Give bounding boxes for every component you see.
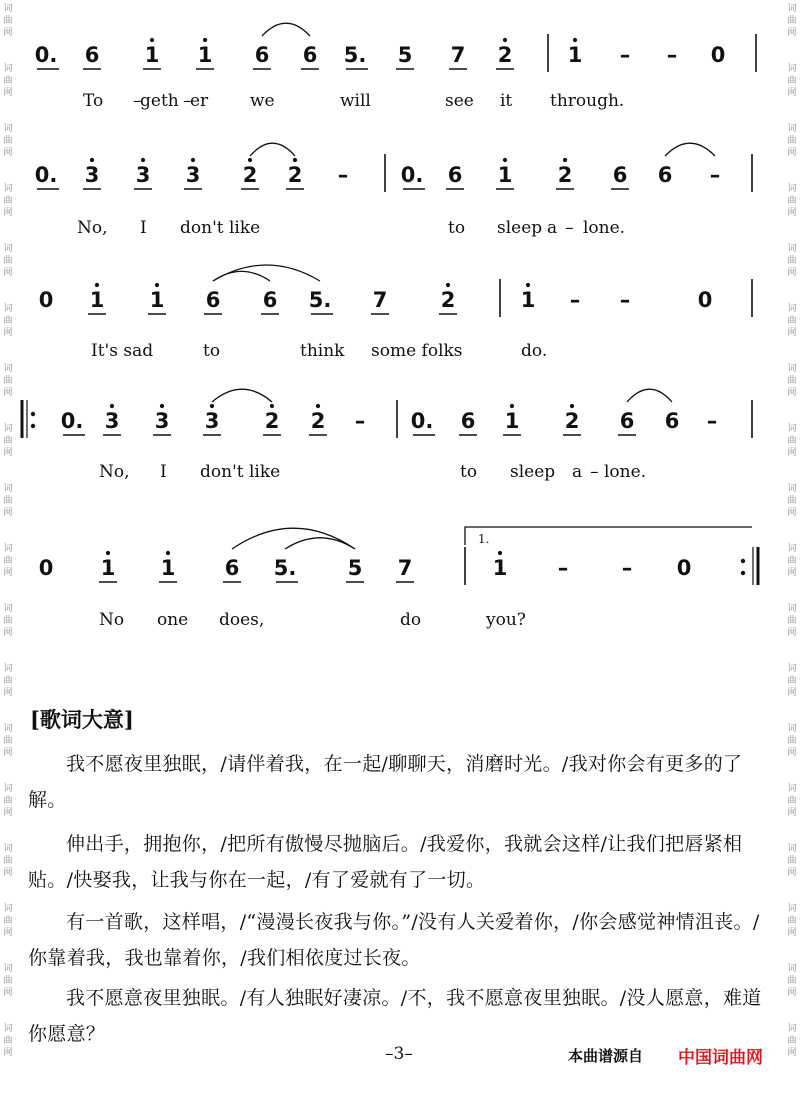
score-note: 0 [38, 556, 54, 580]
repeat-dot [31, 424, 35, 428]
score-note: 1 [149, 288, 165, 312]
repeat-dot [31, 412, 35, 416]
watermark-glyph: 曲 [787, 436, 797, 446]
watermark-glyph: 曲 [787, 976, 797, 986]
watermark-glyph: 网 [3, 568, 13, 578]
octave-dot [526, 283, 530, 287]
score-note: 0 [697, 288, 713, 312]
lyric-word: to [460, 462, 478, 482]
watermark-glyph: 网 [787, 868, 797, 878]
watermark-glyph: 网 [787, 328, 797, 338]
octave-dot [503, 158, 507, 162]
score-note: 0 [676, 556, 692, 580]
watermark-glyph: 词 [3, 4, 13, 14]
lyric-word: don't like [200, 462, 281, 482]
lyric-word: to [448, 218, 466, 238]
watermark-glyph: 词 [3, 964, 13, 974]
watermark-glyph: 网 [787, 808, 797, 818]
watermark-glyph: 曲 [787, 376, 797, 386]
score-note: 0. [400, 163, 424, 187]
watermark-glyph: 网 [3, 328, 13, 338]
score-note: 1 [504, 409, 520, 433]
score-note: 5. [308, 288, 332, 312]
octave-dot [150, 38, 154, 42]
watermark-glyph: 词 [787, 4, 797, 14]
watermark-glyph: 曲 [3, 616, 13, 626]
score-note: 3 [84, 163, 100, 187]
watermark-glyph: 曲 [787, 136, 797, 146]
lyric-word: I [160, 462, 167, 482]
score-note: 6 [224, 556, 240, 580]
octave-dot [293, 158, 297, 162]
watermark-glyph: 曲 [3, 496, 13, 506]
watermark-glyph: 网 [3, 388, 13, 398]
score-note: 1 [497, 163, 513, 187]
watermark-glyph: 网 [787, 388, 797, 398]
watermark-glyph: 曲 [787, 616, 797, 626]
lyric-word: – [565, 218, 574, 238]
octave-dot [316, 404, 320, 408]
octave-dot [110, 404, 114, 408]
watermark-glyph: 词 [3, 844, 13, 854]
score-note: 6 [84, 43, 100, 67]
watermark-glyph: 网 [787, 568, 797, 578]
watermark-glyph: 词 [3, 424, 13, 434]
watermark-glyph: 词 [787, 244, 797, 254]
watermark-glyph: 曲 [3, 436, 13, 446]
lyric-word: it [500, 91, 513, 111]
watermark-glyph: 词 [787, 124, 797, 134]
lyric-word: lone. [583, 218, 626, 238]
score-note: 5 [347, 556, 363, 580]
lyrics-paragraph: 我不愿意夜里独眠。/有人独眠好凄凉。/不，我不愿意夜里独眠。/没人愿意，难道你愿意？ [28, 987, 762, 1045]
watermark-glyph: 网 [3, 868, 13, 878]
score-note: – [706, 409, 718, 433]
score-note: 6 [205, 288, 221, 312]
repeat-sign: :‖ [748, 575, 749, 576]
watermark-glyph: 网 [787, 508, 797, 518]
score-note: 6 [302, 43, 318, 67]
watermark-glyph: 网 [787, 28, 797, 38]
octave-dot [503, 38, 507, 42]
score-note: 2 [287, 163, 303, 187]
score-note: 6 [619, 409, 635, 433]
lyric-word: one [157, 610, 189, 630]
octave-dot [248, 158, 252, 162]
watermark-glyph: 词 [787, 844, 797, 854]
watermark-glyph: 词 [787, 364, 797, 374]
watermark-glyph: 词 [787, 544, 797, 554]
watermark-glyph: 曲 [3, 796, 13, 806]
watermark-glyph: 网 [3, 1048, 13, 1058]
watermark-glyph: 曲 [3, 556, 13, 566]
lyrics-paragraph: 有一首歌，这样唱，/“漫漫长夜我与你。”/没有人关爱着你，/你会感觉神情沮丧。/你靠着我，我也靠着你，/我们相依度过长夜。 [28, 911, 760, 969]
score-note: 5 [397, 43, 413, 67]
score-note: – [619, 43, 631, 67]
watermark-glyph: 网 [787, 268, 797, 278]
watermark-glyph: 曲 [3, 316, 13, 326]
watermark-glyph: 词 [787, 484, 797, 494]
watermark-glyph: 词 [3, 784, 13, 794]
watermark-glyph: 词 [3, 304, 13, 314]
score-note: 0 [710, 43, 726, 67]
watermark-glyph: 曲 [3, 196, 13, 206]
repeat-dot [741, 559, 745, 563]
lyric-word: think [300, 341, 345, 361]
watermark-glyph: 词 [3, 904, 13, 914]
watermark-glyph: 网 [3, 928, 13, 938]
repeat-sign: ‖: [22, 428, 23, 429]
slur-arc [262, 23, 310, 36]
lyric-word: don't like [180, 218, 261, 238]
slur-arc [232, 528, 355, 549]
octave-dot [95, 283, 99, 287]
score-note: 6 [447, 163, 463, 187]
octave-dot [573, 38, 577, 42]
score-note: 2 [440, 288, 456, 312]
watermark-glyph: 曲 [3, 16, 13, 26]
lyric-word: does, [219, 610, 265, 630]
watermark-glyph: 词 [787, 1024, 797, 1034]
score-note: 6 [664, 409, 680, 433]
watermark-glyph: 网 [3, 808, 13, 818]
lyric-word: – [183, 91, 192, 111]
lyric-word: we [250, 91, 275, 111]
watermark-glyph: 曲 [3, 736, 13, 746]
slur-arc [212, 389, 272, 402]
slur-arc [285, 538, 355, 549]
watermark-glyph: 词 [3, 544, 13, 554]
lyric-word: do. [521, 341, 548, 361]
score-note: 6 [262, 288, 278, 312]
score-note: 3 [104, 409, 120, 433]
octave-dot [166, 551, 170, 555]
octave-dot [210, 404, 214, 408]
lyric-word: sleep [510, 462, 556, 482]
watermark-glyph: 曲 [787, 196, 797, 206]
watermark-glyph: 词 [787, 664, 797, 674]
score-note: 7 [450, 43, 466, 67]
watermark-glyph: 网 [787, 928, 797, 938]
lyric-word: will [340, 91, 371, 111]
watermark-glyph: 词 [787, 304, 797, 314]
watermark-glyph: 网 [3, 508, 13, 518]
lyric-word: some folks [371, 341, 463, 361]
octave-dot [191, 158, 195, 162]
slur-arc [250, 143, 295, 156]
score-note: 3 [154, 409, 170, 433]
score-note: 0 [38, 288, 54, 312]
watermark-glyph: 曲 [787, 856, 797, 866]
watermark-glyph: 网 [787, 688, 797, 698]
watermark-glyph: 网 [3, 628, 13, 638]
score-note: 3 [135, 163, 151, 187]
watermark-glyph: 词 [787, 604, 797, 614]
watermark-glyph: 曲 [3, 676, 13, 686]
octave-dot [570, 404, 574, 408]
watermark-glyph: 曲 [787, 76, 797, 86]
watermark-glyph: 网 [787, 448, 797, 458]
octave-dot [141, 158, 145, 162]
score-note: 5. [273, 556, 297, 580]
watermark-glyph: 词 [3, 724, 13, 734]
watermark-glyph: 曲 [787, 796, 797, 806]
score-note: 1 [567, 43, 583, 67]
volta-label: 1. [478, 532, 490, 546]
watermark-glyph: 曲 [787, 496, 797, 506]
watermark-glyph: 网 [787, 988, 797, 998]
lyric-word: you? [486, 610, 526, 630]
watermark-glyph: 网 [3, 208, 13, 218]
score-note: – [621, 556, 633, 580]
watermark-glyph: 词 [3, 664, 13, 674]
watermark-glyph: 网 [3, 148, 13, 158]
score-note: 0. [34, 163, 58, 187]
lyric-word: to [203, 341, 221, 361]
score-note: – [569, 288, 581, 312]
watermark-glyph: 曲 [3, 976, 13, 986]
watermark-glyph: 网 [3, 988, 13, 998]
slur-arc [627, 389, 672, 402]
watermark-glyph: 词 [787, 724, 797, 734]
lyric-word: a [547, 218, 558, 238]
score-note: 1 [492, 556, 508, 580]
score-note: – [557, 556, 569, 580]
watermark-glyph: 曲 [787, 16, 797, 26]
watermark-glyph: 词 [787, 964, 797, 974]
score-note: 1 [160, 556, 176, 580]
score-note: 2 [264, 409, 280, 433]
watermark-glyph: 网 [3, 28, 13, 38]
source-brand-link[interactable]: 中国词曲网 [678, 1048, 763, 1068]
watermark-glyph: 曲 [787, 676, 797, 686]
watermark-glyph: 词 [787, 64, 797, 74]
watermark-glyph: 词 [787, 424, 797, 434]
watermark-glyph: 曲 [3, 136, 13, 146]
lyric-word: It's sad [91, 341, 154, 361]
watermark-glyph: 词 [3, 64, 13, 74]
score-note: 1 [144, 43, 160, 67]
watermark-glyph: 词 [3, 604, 13, 614]
octave-dot [203, 38, 207, 42]
watermark-glyph: 曲 [3, 76, 13, 86]
lyric-word: a [572, 462, 583, 482]
lyric-word: see [445, 91, 474, 111]
source-label: 本曲谱源自 [568, 1047, 644, 1065]
score-note: 0. [410, 409, 434, 433]
octave-dot [563, 158, 567, 162]
watermark-glyph: 词 [3, 124, 13, 134]
score-note: – [354, 409, 366, 433]
lyrics-meaning-title: [歌词大意] [30, 707, 134, 732]
watermark-glyph: 曲 [3, 916, 13, 926]
watermark-glyph: 网 [787, 1048, 797, 1058]
lyric-word: sleep [497, 218, 543, 238]
watermark-glyph: 曲 [787, 256, 797, 266]
score-note: 6 [612, 163, 628, 187]
score-note: 0. [34, 43, 58, 67]
score-note: 6 [657, 163, 673, 187]
watermark-glyph: 网 [3, 448, 13, 458]
lyric-word: geth [140, 91, 179, 111]
lyric-word: I [140, 218, 147, 238]
lyrics-paragraph: 伸出手，拥抱你，/把所有傲慢尽抛脑后。/我爱你，我就会这样/让我们把唇紧相贴。/快娶我，让我与你在一起，/有了爱就有了一切。 [28, 833, 743, 891]
lyric-word: No, [77, 218, 108, 238]
score-note: 0. [60, 409, 84, 433]
watermark-glyph: 曲 [3, 1036, 13, 1046]
lyric-word: lone. [604, 462, 647, 482]
score-note: 5. [343, 43, 367, 67]
watermark-glyph: 曲 [787, 1036, 797, 1046]
watermark-glyph: 曲 [787, 916, 797, 926]
score-note: 7 [372, 288, 388, 312]
score-note: 2 [557, 163, 573, 187]
watermark-glyph: 网 [3, 88, 13, 98]
lyric-word: – [590, 462, 599, 482]
score-note: 7 [397, 556, 413, 580]
watermark-glyph: 网 [3, 268, 13, 278]
watermark-glyph: 曲 [3, 856, 13, 866]
score-note: 1 [520, 288, 536, 312]
watermark-glyph: 网 [787, 88, 797, 98]
page-number: –3– [385, 1044, 413, 1064]
score-note: – [666, 43, 678, 67]
watermark-glyph: 曲 [3, 256, 13, 266]
lyric-word: No [99, 610, 125, 630]
watermark-glyph: 网 [787, 148, 797, 158]
score-note: – [619, 288, 631, 312]
watermark-glyph: 网 [787, 748, 797, 758]
octave-dot [498, 551, 502, 555]
watermark-glyph: 词 [787, 184, 797, 194]
watermark-glyph: 网 [3, 688, 13, 698]
score-note: 2 [310, 409, 326, 433]
score-note: 1 [89, 288, 105, 312]
score-note: 2 [564, 409, 580, 433]
lyric-word: To [83, 91, 104, 111]
octave-dot [270, 404, 274, 408]
watermark-glyph: 曲 [787, 556, 797, 566]
watermark-glyph: 网 [3, 748, 13, 758]
slur-arc [213, 271, 270, 281]
repeat-dot [741, 571, 745, 575]
watermark-glyph: 词 [3, 364, 13, 374]
score-note: 6 [254, 43, 270, 67]
watermark-glyph: 词 [3, 184, 13, 194]
watermark-glyph: 词 [787, 784, 797, 794]
watermark-glyph: 词 [3, 484, 13, 494]
score-note: 6 [460, 409, 476, 433]
lyric-word: – [133, 91, 142, 111]
score-note: 1 [100, 556, 116, 580]
lyric-word: do [400, 610, 422, 630]
lyric-word: No, [99, 462, 130, 482]
octave-dot [106, 551, 110, 555]
score-note: 3 [185, 163, 201, 187]
watermark-glyph: 词 [3, 1024, 13, 1034]
watermark-glyph: 曲 [3, 376, 13, 386]
score-note: – [709, 163, 721, 187]
octave-dot [90, 158, 94, 162]
octave-dot [510, 404, 514, 408]
watermark-glyph: 网 [787, 628, 797, 638]
lyric-word: through. [550, 91, 625, 111]
watermark-glyph: 曲 [787, 316, 797, 326]
lyrics-paragraph: 我不愿夜里独眠，/请伴着我，在一起/聊聊天，消磨时光。/我对你会有更多的了解。 [28, 753, 743, 811]
slur-arc [665, 143, 715, 156]
watermark-glyph: 词 [787, 904, 797, 914]
octave-dot [446, 283, 450, 287]
octave-dot [160, 404, 164, 408]
watermark-glyph: 词 [3, 244, 13, 254]
score-note: 3 [204, 409, 220, 433]
score-note: – [337, 163, 349, 187]
watermark-glyph: 网 [787, 208, 797, 218]
volta-bracket [465, 527, 752, 545]
octave-dot [155, 283, 159, 287]
score-note: 2 [242, 163, 258, 187]
watermark-glyph: 曲 [787, 736, 797, 746]
score-note: 1 [197, 43, 213, 67]
score-note: 2 [497, 43, 513, 67]
lyric-word: er [190, 91, 209, 111]
